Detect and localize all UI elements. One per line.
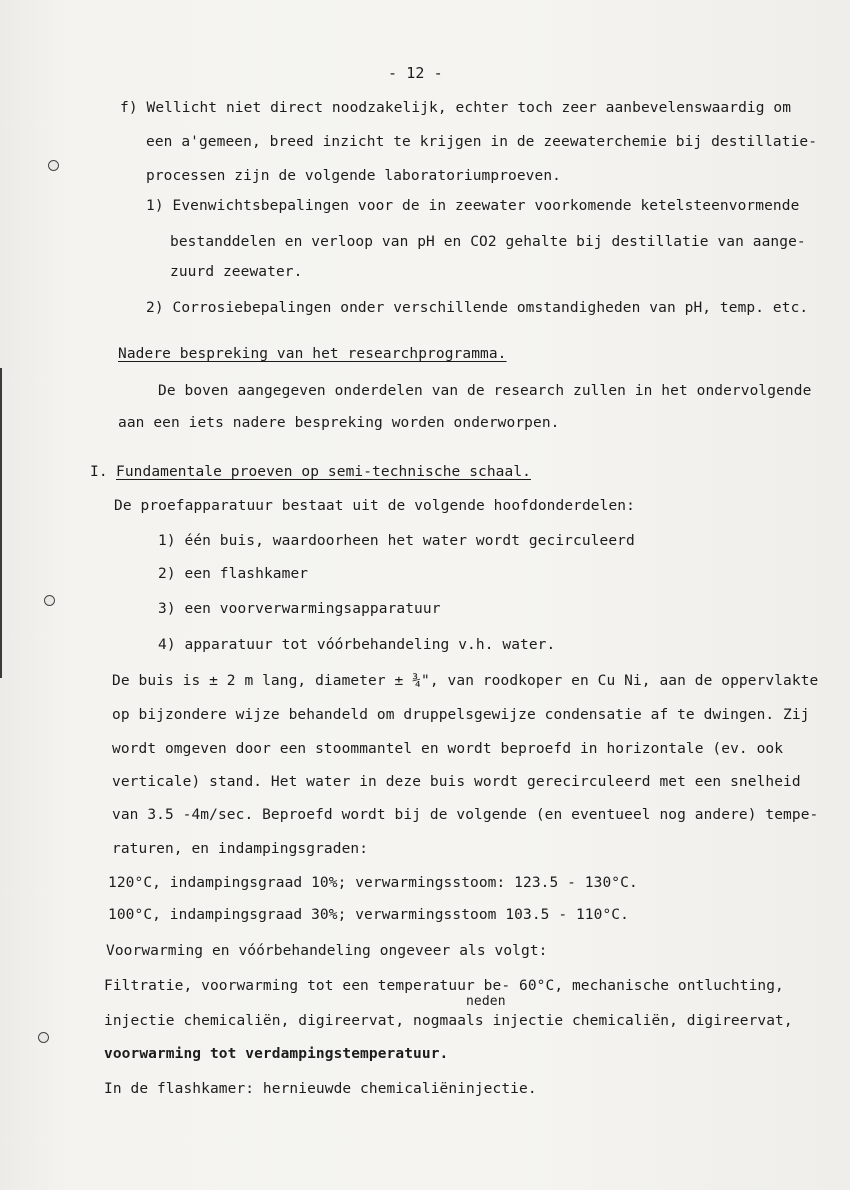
section-f-item-2-line-1: 2) Corrosiebepalingen onder verschillende omstandigheden van pH, temp. etc. [146, 300, 809, 316]
section-f-item-1-line-2: bestanddelen en verloop van pH en CO2 gehalte bij destillatie van aange- [170, 234, 806, 250]
apparatus-item-2: 2) een flashkamer [158, 566, 309, 582]
pretreatment-line-2: injectie chemicaliën, digireervat, nogmaals injectie chemicaliën, digireervat, [104, 1013, 793, 1029]
apparatus-item-1: 1) één buis, waardoorheen het water wordt gecirculeerd [158, 533, 635, 549]
flash-chamber-line: In de flashkamer: hernieuwde chemicaliëninjectie. [104, 1081, 537, 1097]
body-line-4: verticale) stand. Het water in deze buis wordt gerecirculeerd met een snelheid [112, 774, 801, 790]
section-f-line-2: een a'gemeen, breed inzicht te krijgen in de zeewaterchemie bij destillatie- [146, 134, 818, 150]
body-line-3: wordt omgeven door een stoommantel en wordt beproefd in horizontale (ev. ook [112, 741, 784, 757]
section-f-line-1: f) Wellicht niet direct noodzakelijk, echter toch zeer aanbevelenswaardig om [120, 100, 792, 116]
section-I-intro: De proefapparatuur bestaat uit de volgende hoofdonderdelen: [114, 498, 635, 514]
apparatus-item-4: 4) apparatuur tot vóórbehandeling v.h. water. [158, 637, 556, 653]
section-f-line-3: processen zijn de volgende laboratoriumproeven. [146, 168, 561, 184]
section-I-heading: Fundamentale proeven op semi-technische schaal. [116, 464, 531, 480]
condition-line-2: 100°C, indampingsgraad 30%; verwarmingsstoom 103.5 - 110°C. [108, 907, 629, 923]
pretreatment-line-1: Filtratie, voorwarming tot een temperatuur be- 60°C, mechanische ontluchting, [104, 978, 784, 994]
body-line-2: op bijzondere wijze behandeld om druppelsgewijze condensatie af te dwingen. Zij [112, 707, 810, 723]
research-heading: Nadere bespreking van het researchprogramma. [118, 346, 507, 362]
section-f-item-1-line-1: 1) Evenwichtsbepalingen voor de in zeewater voorkomende ketelsteenvormende [146, 198, 800, 214]
punch-hole-top [48, 160, 59, 171]
left-edge-mark [0, 368, 2, 678]
section-f-item-1-line-3: zuurd zeewater. [170, 264, 303, 280]
pretreatment-heading: Voorwarming en vóórbehandeling ongeveer als volgt: [106, 943, 548, 959]
condition-line-1: 120°C, indampingsgraad 10%; verwarmingsstoom: 123.5 - 130°C. [108, 875, 638, 891]
punch-hole-bottom [38, 1032, 49, 1043]
page-number: - 12 - [388, 64, 443, 82]
body-line-1: De buis is ± 2 m lang, diameter ± ¾", van roodkoper en Cu Ni, aan de oppervlakte [112, 673, 819, 689]
pretreatment-line-3: voorwarming tot verdampingstemperatuur. [104, 1046, 449, 1062]
research-line-1: De boven aangegeven onderdelen van de research zullen in het ondervolgende [158, 383, 812, 399]
pretreatment-insertion: neden [466, 994, 506, 1009]
research-line-2: aan een iets nadere bespreking worden onderworpen. [118, 415, 560, 431]
body-line-5: van 3.5 -4m/sec. Beproefd wordt bij de volgende (en eventueel nog andere) tempe- [112, 807, 819, 823]
body-line-6: raturen, en indampingsgraden: [112, 841, 369, 857]
section-I-number: I. [90, 464, 108, 480]
apparatus-item-3: 3) een voorverwarmingsapparatuur [158, 601, 441, 617]
punch-hole-middle [44, 595, 55, 606]
